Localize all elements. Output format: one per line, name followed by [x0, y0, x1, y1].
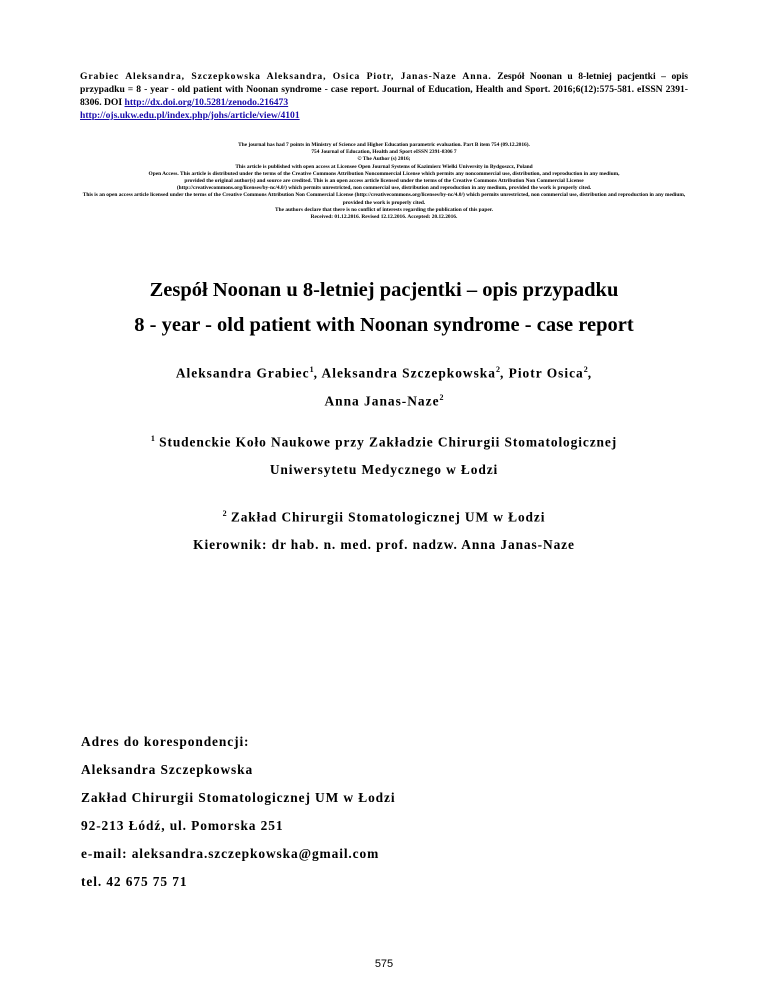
notice-line: © The Author (s) 2016; — [357, 156, 411, 163]
author-affil-sup: 2 — [495, 365, 500, 374]
notice-line: provided the original author(s) and source are credited. This is an open access article licensed under the terms of the Creative Commons Attribution Non Commercial License — [184, 178, 584, 185]
citation-authors: Grabiec Aleksandra, Szczepkowska Aleksandra, Osica Piotr, Janas-Naze Anna. — [80, 71, 492, 82]
notice-line: The authors declare that there is no conflict of interests regarding the publication of this paper. — [274, 206, 494, 213]
page-number: 575 — [374, 958, 394, 970]
correspondence-name: Aleksandra Szczepkowska — [81, 762, 254, 777]
citation-block — [80, 70, 688, 122]
author-affil-sup: 1 — [309, 365, 314, 374]
author-separator: , — [499, 365, 509, 381]
notice-line: This is an open access article licensed under the terms of the Creative Commons Attribution Non Commercial License (http://creativecommons.org/licenses/by-nc/4.0/) which permits unrestricted, non commercial use, distribution and reproduction in any medium, provided the work is properly cited. — [82, 192, 686, 206]
correspondence-phone: tel. 42 675 75 71 — [81, 874, 188, 889]
author-separator: , — [587, 365, 593, 381]
notice-line: The journal has had 7 points in Ministry of Science and Higher Education parametric evaluation. Part B item 754 (09.12.2016). — [238, 142, 530, 148]
notice-line: This article is published with open access at Licensee Open Journal Systems of Kazimierz Wielki University in Bydgoszcz, Poland — [235, 163, 533, 170]
citation-text: Zespół Noonan u 8-letniej pacjentki – opis przypadku = 8 - year - old patient with Noonan syndrome - case report. Journal of Education, Health and Sport. 2016;6(12):575-581. eISSN 2391-8306. DOI — [80, 71, 688, 108]
notice-line: Received: 01.12.2016. Revised 12.12.2016. Accepted: 20.12.2016. — [310, 214, 458, 221]
author-affil-sup: 2 — [583, 365, 588, 374]
title-polish: Zespół Noonan u 8-letniej pacjentki – opis przypadku — [149, 279, 619, 301]
author-list-continued — [80, 393, 688, 409]
title-english: 8 - year - old patient with Noonan syndrome - case report — [134, 314, 634, 336]
affiliation-text: Studenckie Koło Naukowe przy Zakładzie Chirurgii Stomatologicznej — [159, 434, 618, 450]
doi-link[interactable]: http://dx.doi.org/10.5281/zenodo.216473 — [124, 97, 289, 108]
affiliation-2 — [80, 509, 688, 525]
correspondence-address: 92-213 Łódź, ul. Pomorska 251 — [81, 818, 284, 833]
affiliation-1-continued: Uniwersytetu Medycznego w Łodzi — [269, 462, 499, 477]
journal-notice — [80, 142, 688, 221]
notice-line: Open Access. This article is distributed under the terms of the Creative Commons Attribution Noncommercial License which permits any noncommercial use, distribution, and reproduction in any medium, — [148, 170, 620, 177]
affiliation-sup: 1 — [150, 434, 155, 443]
author-separator: , — [313, 365, 322, 381]
author-name: Anna Janas-Naze — [324, 393, 440, 409]
correspondence-department: Zakład Chirurgii Stomatologicznej UM w Łodzi — [81, 790, 396, 805]
author-name: Piotr Osica — [508, 365, 584, 381]
affiliation-1 — [80, 434, 688, 450]
affiliation-sup: 2 — [222, 509, 227, 518]
journal-link[interactable]: http://ojs.ukw.edu.pl/index.php/johs/article/view/4101 — [80, 110, 300, 121]
department-head: Kierownik: dr hab. n. med. prof. nadzw. Anna Janas-Naze — [193, 537, 575, 552]
notice-line: 754 Journal of Education, Health and Sport eISSN 2391-8306 7 — [311, 149, 457, 156]
correspondence-email: e-mail: aleksandra.szczepkowska@gmail.com — [81, 846, 380, 861]
author-affil-sup: 2 — [439, 393, 444, 402]
author-list — [80, 365, 688, 381]
author-name: Aleksandra Grabiec — [175, 365, 310, 381]
affiliation-text: Zakład Chirurgii Stomatologicznej UM w Łodzi — [230, 509, 546, 525]
author-name: Aleksandra Szczepkowska — [321, 365, 496, 381]
correspondence-heading: Adres do korespondencji: — [81, 734, 250, 749]
notice-line: (http://creativecommons.org/licenses/by-nc/4.0/) which permits unrestricted, non commercial use, distribution and reproduction in any medium, provided the work is properly cited. — [176, 185, 592, 192]
